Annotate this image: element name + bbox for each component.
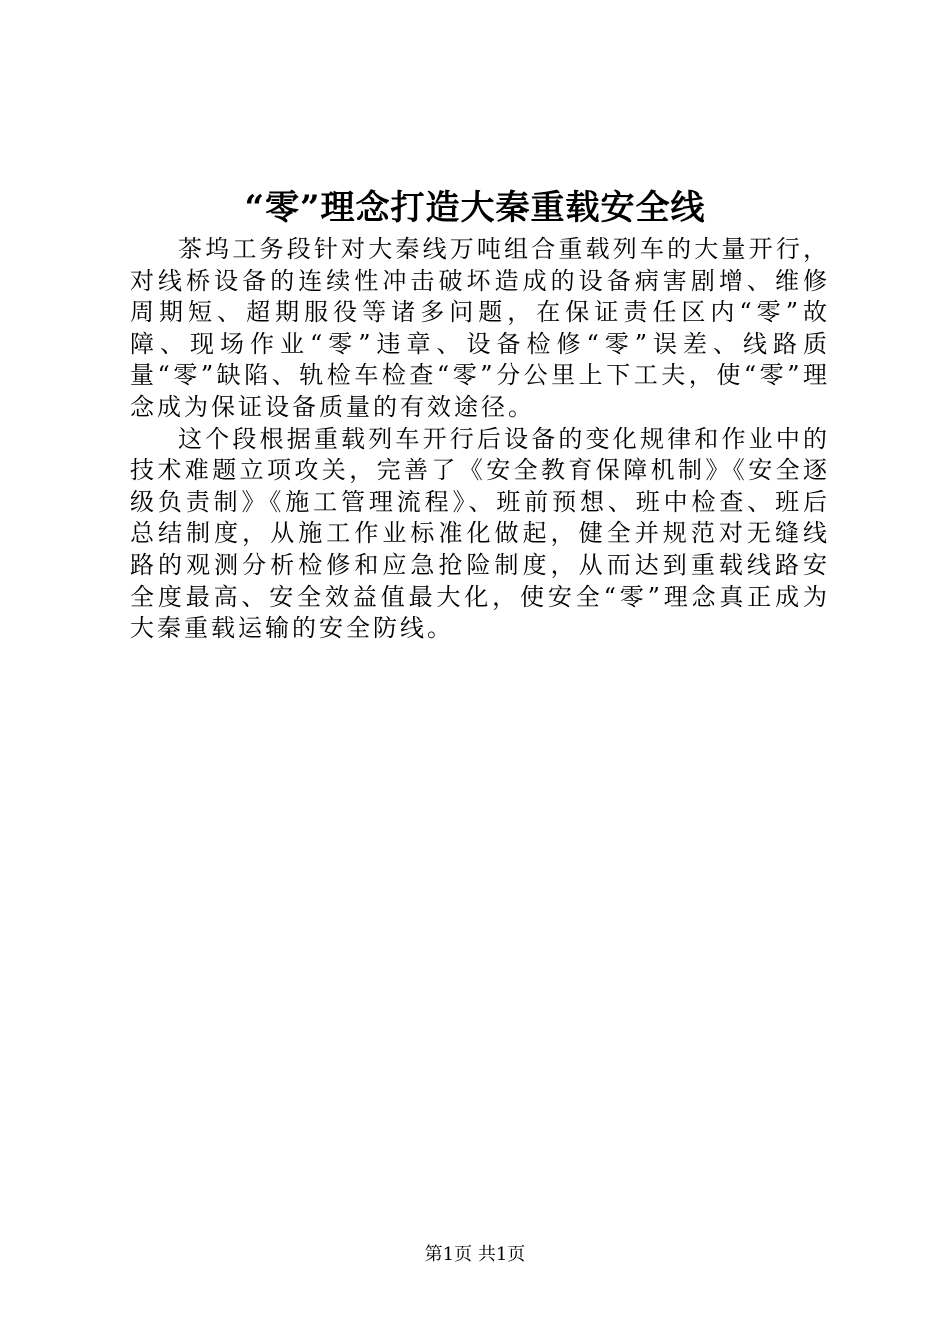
document-body (130, 234, 830, 645)
document-title: “零”理念打造大秦重载安全线 (244, 188, 706, 228)
paragraph-1: 茶坞工务段针对大秦线万吨组合重载列车的大量开行，对线桥设备的连续性冲击破坏造成的设备病害剧增、维修周期短、超期服役等诸多问题，在保证责任区内“零”故障、现场作业“零”违章、设备检修“零”误差、线路质量“零”缺陷、轨检车检查“零”分公里上下工夫，使“零”理念成为保证设备质量的有效途径。 (130, 235, 830, 421)
page-footer: 第1页 共1页 (424, 1244, 526, 1265)
paragraph-2: 这个段根据重载列车开行后设备的变化规律和作业中的技术难题立项攻关，完善了《安全教育保障机制》《安全逐级负责制》《施工管理流程》、班前预想、班中检查、班后总结制度，从施工作业标准化做起，健全并规范对无缝线路的观测分析检修和应急抢险制度，从而达到重载线路安全度最高、安全效益值最大化，使安全“零”理念真正成为大秦重载运输的安全防线。 (130, 424, 830, 643)
